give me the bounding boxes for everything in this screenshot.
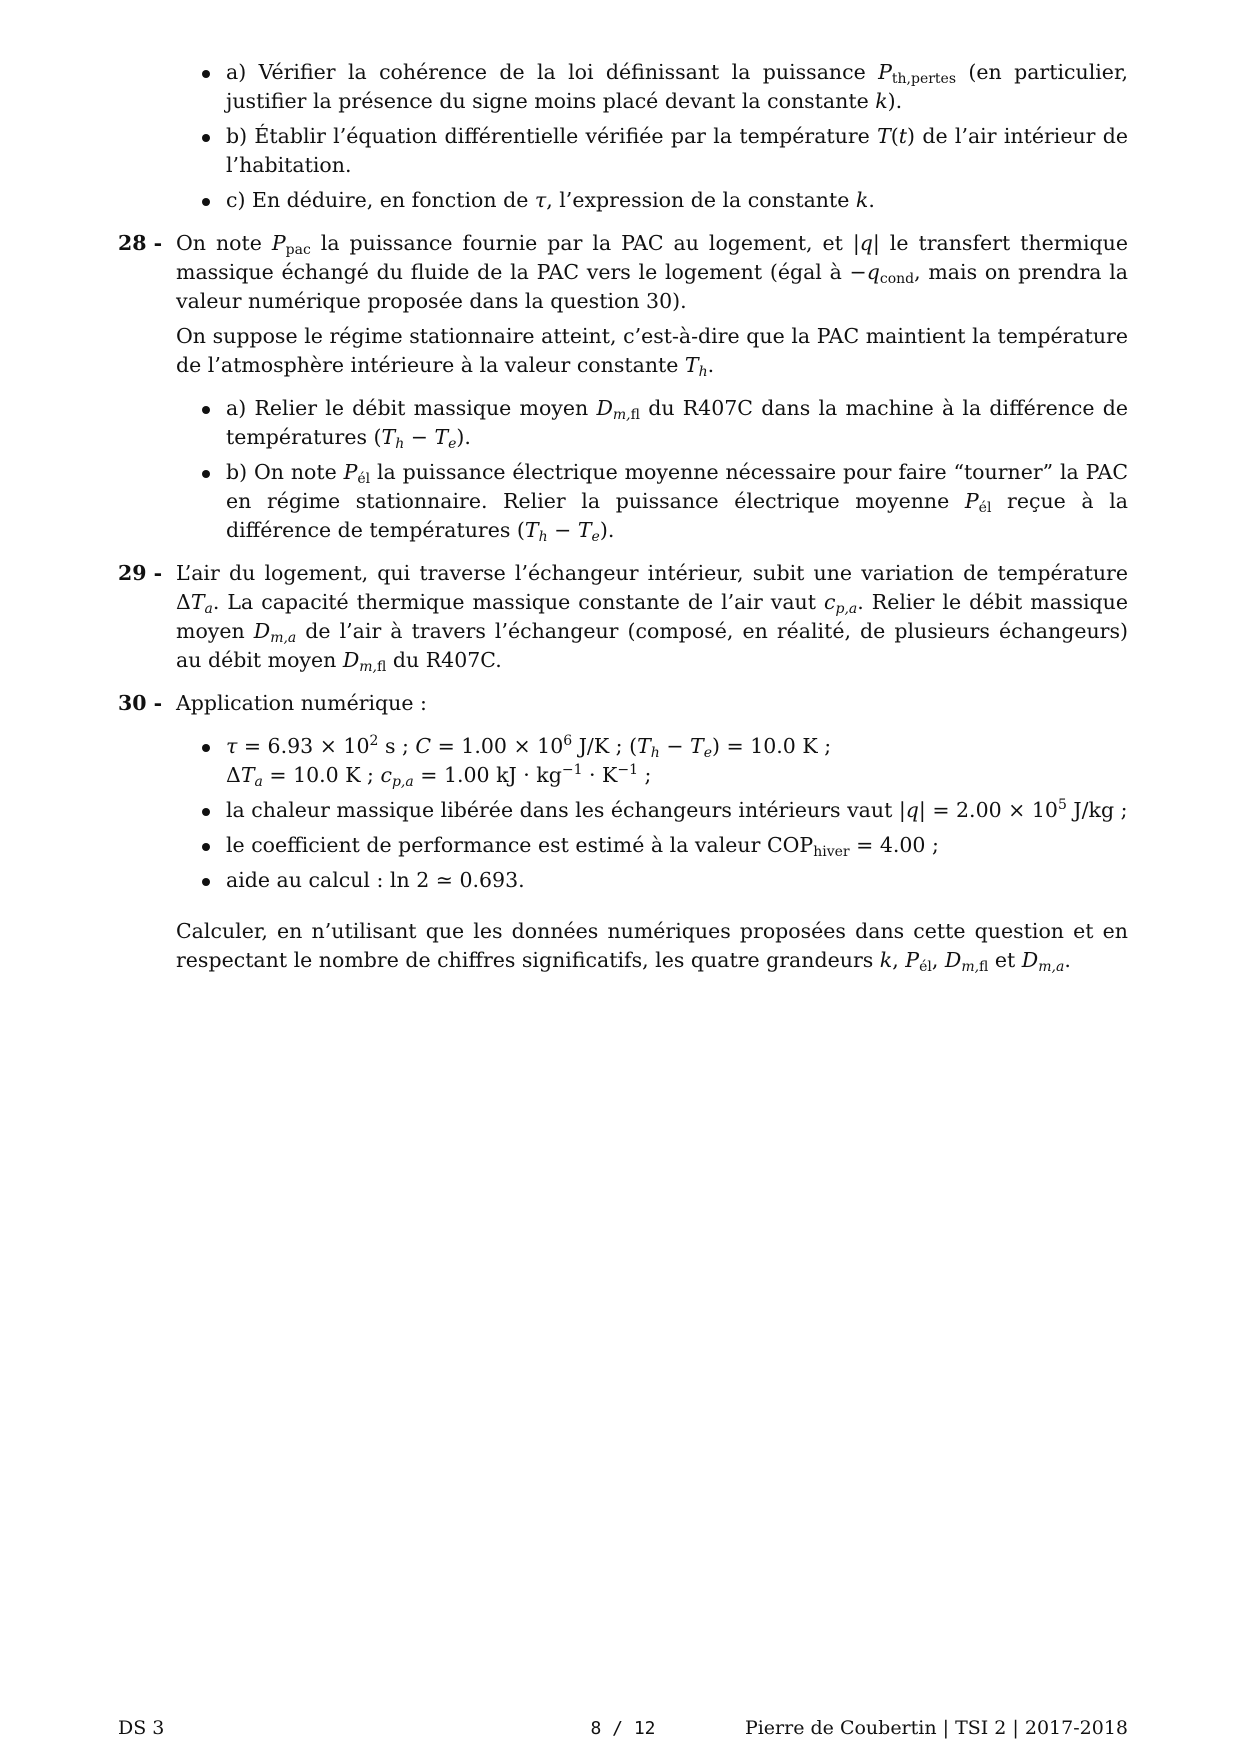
question-28-items	[176, 394, 1128, 545]
item-27c: c) En déduire, en fonction de τ, l’expression de la constante k.	[176, 186, 1128, 215]
question-29-paragraph: L’air du logement, qui traverse l’échangeur intérieur, subit une variation de température $\Delta T_a$. La capacité thermique massique constante de l’air vaut $c_{p,a}$. Relier le débit massique moyen $D_{m,a}$ de l’air à travers l’échangeur (composé, en réalité, de plusieurs échangeurs) au débit moyen $D_{m,fl}$ du R407C.	[176, 561, 1129, 675]
question-28	[118, 229, 1128, 545]
question-30-intro: Application numérique :	[176, 691, 427, 715]
question-30	[118, 689, 1128, 975]
item-27a: a) Vérifier la cohérence de la loi définissant la puissance $P_{th,pertes}$ (en particulier, justifier la présence du signe moins placé devant la constante k).	[176, 58, 1128, 116]
question-number: 29 -	[118, 561, 163, 585]
footer-school-info: Pierre de Coubertin | TSI 2 | 2017-2018	[744, 1717, 1128, 1739]
item-27b: b) Établir l’équation différentielle vérifiée par la température T(t) de l’air intérieur de l’habitation.	[176, 122, 1128, 180]
question-30-conclusion: Calculer, en n’utilisant que les données numériques proposées dans cette question et en respectant le nombre de chiffres significatifs, les quatre grandeurs k, $P_{él}$, $D_{m,fl}$ et $D_{m,a}$.	[176, 919, 1128, 975]
page-footer	[118, 1714, 1128, 1742]
question-28-paragraph-2: On suppose le régime stationnaire atteint, c’est-à-dire que la PAC maintient la température de l’atmosphère intérieure à la valeur constante $T_h$.	[176, 324, 1128, 380]
item-30-data: $\tau = 6.93 \times 10^2$ s ; $C = 1.00 \times 10^6$ J/K ; $(T_h - T_e) = 10.0$ K ; $\Delta T_a = 10.0$ K ; $c_{p,a} = 1.00$ kJ · $kg^{-1} \cdot K^{-1}$ ;	[176, 732, 1128, 790]
item-30-hint: aide au calcul : ln 2 ≃ 0.693.	[176, 866, 1128, 895]
question-30-items	[176, 732, 1128, 895]
question-27-items	[176, 58, 1128, 215]
question-29	[118, 559, 1128, 675]
question-28-paragraph-1: On note $P_{pac}$ la puissance fournie par la PAC au logement, et |q| le transfert thermique massique échangé du fluide de la PAC vers le logement (égal à $-q_{cond}$, mais on prendra la valeur numérique proposée dans la question 30).	[176, 231, 1129, 313]
item-30-cop: le coefficient de performance est estimé à la valeur $COP_{hiver} = 4.00$ ;	[176, 831, 1128, 860]
footer-page-number: 8 / 12	[590, 1718, 656, 1739]
question-number: 30 -	[118, 691, 163, 715]
page-content	[118, 58, 1128, 975]
item-28b: b) On note $P_{él}$ la puissance électrique moyenne nécessaire pour faire “tourner” la PAC en régime stationnaire. Relier la puissance électrique moyenne $P_{él}$ reçue à la différence de températures $(T_h - T_e)$.	[176, 458, 1128, 545]
item-28a: a) Relier le débit massique moyen $D_{m,fl}$ du R407C dans la machine à la différence de températures $(T_h - T_e)$.	[176, 394, 1128, 452]
footer-exam-label: DS 3	[118, 1717, 165, 1739]
question-number: 28 -	[118, 231, 163, 255]
item-30-heat: la chaleur massique libérée dans les échangeurs intérieurs vaut $|q| = 2.00 \times 10^5$ J/kg ;	[176, 796, 1128, 825]
question-27-continuation	[118, 58, 1128, 215]
